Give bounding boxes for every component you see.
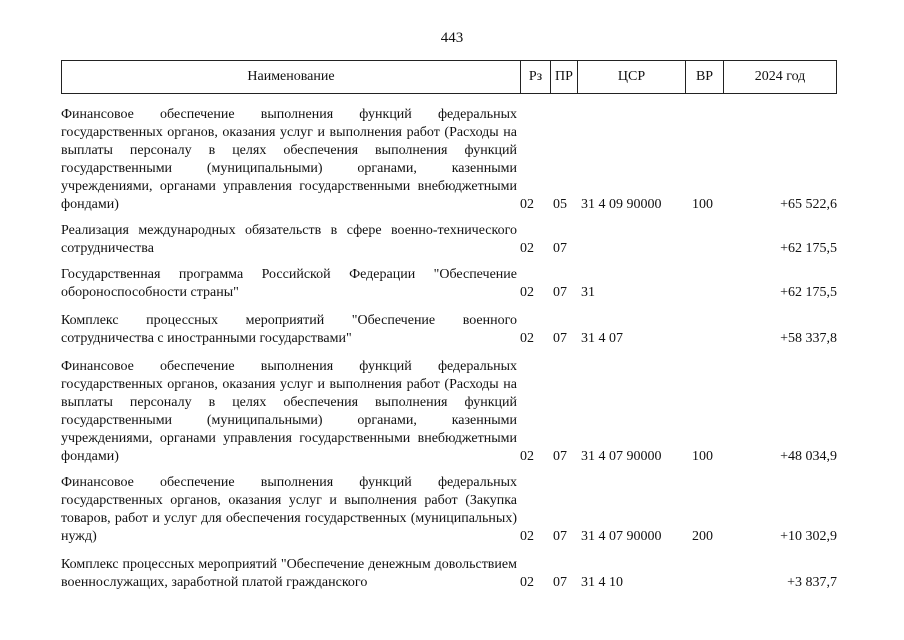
row-description: Финансовое обеспечение выполнения функций федеральных государственных органов, оказания услуг и выполнения работ (Расходы на выплаты персоналу в целях обеспечения выполнения функций государственными (муниципальными) органами, казенными учреждениями, органами управления государственными внебюджетными фондами) [61, 107, 517, 212]
row-vr: 200 [692, 529, 713, 544]
header-name: Наименование [247, 69, 335, 84]
row-vr: 100 [692, 197, 713, 212]
row-description: Комплекс процессных мероприятий "Обеспечение военного сотрудничества с иностранными государствами" [61, 313, 517, 346]
row-pr: 07 [553, 449, 567, 464]
row-description: Финансовое обеспечение выполнения функций федеральных государственных органов, оказания услуг и выполнения работ (Закупка товаров, работ и услуг для обеспечения государственных (муниципальных) нужд) [61, 475, 517, 544]
page-number: 443 [440, 30, 464, 46]
header-vr: ВР [685, 61, 723, 93]
row-csr: 31 4 09 90000 [581, 197, 662, 212]
row-description: Реализация международных обязательств в сфере военно-технического сотрудничества [61, 223, 517, 256]
row-rz: 02 [520, 241, 534, 256]
row-pr: 07 [553, 331, 567, 346]
row-amount: +58 337,8 [780, 331, 837, 346]
row-csr: 31 4 07 90000 [581, 449, 662, 464]
table-row [61, 556, 837, 592]
row-rz: 02 [520, 331, 534, 346]
row-rz: 02 [520, 529, 534, 544]
row-description: Финансовое обеспечение выполнения функций федеральных государственных органов, оказания услуг и выполнения работ (Расходы на выплаты персоналу в целях обеспечения выполнения функций государственными (муниципальными) органами, казенными учреждениями, органами управления государственными внебюджетными фондами) [61, 359, 517, 464]
table-row [61, 358, 837, 466]
row-pr: 07 [553, 575, 567, 590]
row-description: Комплекс процессных мероприятий "Обеспечение денежным довольствием военнослужащих, заработной платой гражданского [61, 557, 517, 590]
row-pr: 05 [553, 197, 567, 212]
row-pr: 07 [553, 529, 567, 544]
table-row [61, 266, 837, 302]
row-amount: +3 837,7 [787, 575, 837, 590]
row-csr: 31 4 10 [581, 575, 623, 590]
header-pr: ПР [550, 61, 577, 93]
header-rz: Рз [520, 61, 550, 93]
row-amount: +10 302,9 [780, 529, 837, 544]
row-pr: 07 [553, 241, 567, 256]
table-row [61, 222, 837, 258]
row-csr: 31 4 07 [581, 331, 623, 346]
row-rz: 02 [520, 197, 534, 212]
row-csr: 31 [581, 285, 595, 300]
row-amount: +48 034,9 [780, 449, 837, 464]
row-vr: 100 [692, 449, 713, 464]
row-amount: +62 175,5 [780, 241, 837, 256]
row-amount: +62 175,5 [780, 285, 837, 300]
table-header [61, 60, 837, 94]
row-csr: 31 4 07 90000 [581, 529, 662, 544]
row-amount: +65 522,6 [780, 197, 837, 212]
header-csr: ЦСР [577, 61, 685, 93]
row-rz: 02 [520, 285, 534, 300]
header-year: 2024 год [723, 61, 836, 93]
table-row [61, 474, 837, 546]
table-row [61, 106, 837, 214]
row-pr: 07 [553, 285, 567, 300]
row-rz: 02 [520, 575, 534, 590]
row-rz: 02 [520, 449, 534, 464]
table-row [61, 312, 837, 348]
row-description: Государственная программа Российской Федерации "Обеспечение обороноспособности страны" [61, 267, 517, 300]
